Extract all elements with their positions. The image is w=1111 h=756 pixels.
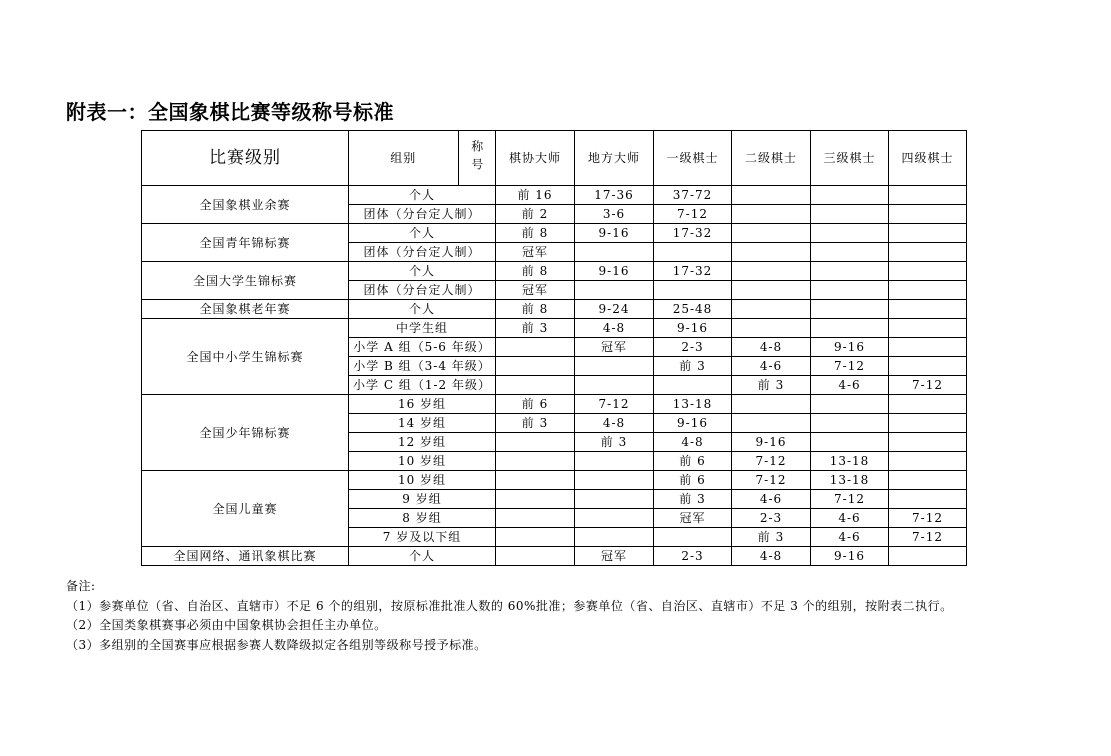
level-value-cell	[732, 300, 811, 319]
header-title-label	[458, 131, 496, 185]
table-row	[142, 262, 967, 281]
level-value-cell: 7-12	[654, 205, 732, 224]
level-value-cell: 冠军	[575, 338, 654, 357]
header-level-5: 三级棋士	[811, 131, 889, 186]
level-value-cell: 前 2	[496, 205, 575, 224]
group-cell: 个人	[349, 547, 496, 566]
level-value-cell	[889, 243, 967, 262]
note-item-3: （3）多组别的全国赛事应根据参赛人数降级拟定各组别等级称号授予标准。	[66, 637, 487, 652]
level-value-cell: 7-12	[811, 357, 889, 376]
level-value-cell	[496, 528, 575, 547]
level-value-cell: 冠军	[496, 243, 575, 262]
group-cell: 小学 B 组（3-4 年级）	[349, 357, 496, 376]
level-value-cell: 7-12	[732, 452, 811, 471]
group-cell: 个人	[349, 262, 496, 281]
category-cell: 全国象棋业余赛	[142, 186, 349, 224]
level-value-cell	[889, 433, 967, 452]
table-row	[142, 186, 967, 205]
level-value-cell	[732, 395, 811, 414]
level-value-cell	[496, 509, 575, 528]
level-value-cell: 7-12	[732, 471, 811, 490]
level-value-cell	[732, 281, 811, 300]
level-value-cell	[575, 509, 654, 528]
level-value-cell	[889, 205, 967, 224]
level-value-cell: 25-48	[654, 300, 732, 319]
level-value-cell	[575, 490, 654, 509]
level-value-cell	[811, 262, 889, 281]
level-value-cell: 7-12	[889, 376, 967, 395]
group-cell: 10 岁组	[349, 452, 496, 471]
level-value-cell: 17-32	[654, 262, 732, 281]
level-value-cell	[811, 281, 889, 300]
header-category: 比赛级别	[142, 131, 349, 186]
notes-label: 备注:	[66, 579, 96, 593]
level-value-cell: 前 8	[496, 262, 575, 281]
level-value-cell	[889, 186, 967, 205]
level-value-cell: 13-18	[811, 452, 889, 471]
level-value-cell	[889, 300, 967, 319]
level-value-cell	[575, 528, 654, 547]
header-group-label: 组别	[390, 151, 417, 165]
level-value-cell: 7-12	[889, 528, 967, 547]
level-value-cell: 4-8	[732, 547, 811, 566]
level-value-cell	[496, 452, 575, 471]
level-value-cell: 4-8	[575, 414, 654, 433]
level-value-cell: 7-12	[811, 490, 889, 509]
level-value-cell: 4-6	[732, 357, 811, 376]
category-cell: 全国少年锦标赛	[142, 395, 349, 471]
group-cell: 个人	[349, 300, 496, 319]
level-value-cell	[496, 547, 575, 566]
level-value-cell	[654, 281, 732, 300]
level-value-cell: 4-8	[654, 433, 732, 452]
level-value-cell	[889, 490, 967, 509]
level-value-cell: 7-12	[889, 509, 967, 528]
level-value-cell: 前 8	[496, 300, 575, 319]
group-cell: 10 岁组	[349, 471, 496, 490]
group-cell: 团体（分台定人制）	[349, 281, 496, 300]
note-item-1: （1）参赛单位（省、自治区、直辖市）不足 6 个的组别，按原标准批准人数的 60%批准；参赛单位（省、自治区、直辖市）不足 3 个的组别，按附表二执行。	[66, 598, 953, 613]
level-value-cell: 4-8	[732, 338, 811, 357]
level-value-cell: 9-16	[654, 414, 732, 433]
level-value-cell: 冠军	[496, 281, 575, 300]
level-value-cell: 前 6	[654, 471, 732, 490]
header-group	[349, 131, 496, 186]
level-value-cell	[889, 357, 967, 376]
table-header	[142, 131, 967, 186]
level-value-cell	[811, 243, 889, 262]
level-value-cell: 4-6	[732, 490, 811, 509]
group-cell: 团体（分台定人制）	[349, 243, 496, 262]
group-cell: 小学 C 组（1-2 年级）	[349, 376, 496, 395]
level-value-cell	[811, 186, 889, 205]
level-value-cell: 前 3	[575, 433, 654, 452]
level-value-cell	[732, 319, 811, 338]
level-value-cell: 37-72	[654, 186, 732, 205]
level-value-cell	[575, 471, 654, 490]
group-cell: 7 岁及以下组	[349, 528, 496, 547]
level-value-cell: 前 16	[496, 186, 575, 205]
level-value-cell	[889, 395, 967, 414]
level-value-cell: 冠军	[654, 509, 732, 528]
level-value-cell: 4-6	[811, 376, 889, 395]
level-value-cell	[732, 186, 811, 205]
level-value-cell: 前 3	[654, 490, 732, 509]
level-value-cell: 9-16	[575, 224, 654, 243]
level-value-cell	[732, 224, 811, 243]
table-row	[142, 224, 967, 243]
level-value-cell: 前 3	[496, 414, 575, 433]
level-value-cell: 前 6	[496, 395, 575, 414]
level-value-cell: 前 3	[732, 376, 811, 395]
table-row	[142, 471, 967, 490]
level-value-cell: 3-6	[575, 205, 654, 224]
level-value-cell: 13-18	[654, 395, 732, 414]
level-value-cell	[889, 471, 967, 490]
group-cell: 12 岁组	[349, 433, 496, 452]
level-value-cell: 9-16	[811, 547, 889, 566]
category-cell: 全国中小学生锦标赛	[142, 319, 349, 395]
level-value-cell	[732, 262, 811, 281]
level-value-cell: 9-16	[654, 319, 732, 338]
header-level-3: 一级棋士	[654, 131, 732, 186]
level-value-cell	[654, 243, 732, 262]
level-value-cell	[889, 338, 967, 357]
level-value-cell	[496, 433, 575, 452]
group-cell: 个人	[349, 224, 496, 243]
level-value-cell	[732, 205, 811, 224]
level-value-cell: 2-3	[654, 547, 732, 566]
level-value-cell	[575, 357, 654, 376]
group-cell: 小学 A 组（5-6 年级）	[349, 338, 496, 357]
header-level-1: 棋协大师	[496, 131, 575, 186]
level-value-cell: 2-3	[732, 509, 811, 528]
header-title-text: 称号	[469, 140, 484, 176]
level-value-cell	[811, 224, 889, 243]
table-row	[142, 547, 967, 566]
level-value-cell: 17-36	[575, 186, 654, 205]
level-value-cell	[889, 224, 967, 243]
level-value-cell	[496, 376, 575, 395]
level-value-cell	[811, 433, 889, 452]
group-cell: 16 岁组	[349, 395, 496, 414]
category-cell: 全国大学生锦标赛	[142, 262, 349, 300]
level-value-cell: 冠军	[575, 547, 654, 566]
level-value-cell: 7-12	[575, 395, 654, 414]
table-body	[142, 186, 967, 566]
level-value-cell: 4-6	[811, 509, 889, 528]
level-value-cell: 9-16	[732, 433, 811, 452]
table-row	[142, 300, 967, 319]
level-value-cell	[575, 281, 654, 300]
group-cell: 14 岁组	[349, 414, 496, 433]
group-cell: 9 岁组	[349, 490, 496, 509]
level-value-cell	[732, 414, 811, 433]
level-value-cell	[575, 376, 654, 395]
group-cell: 8 岁组	[349, 509, 496, 528]
category-cell: 全国青年锦标赛	[142, 224, 349, 262]
header-row	[142, 131, 967, 186]
level-value-cell	[811, 319, 889, 338]
table-row	[142, 395, 967, 414]
level-value-cell	[654, 376, 732, 395]
document-title: 附表一：全国象棋比赛等级称号标准	[66, 100, 394, 124]
level-value-cell	[496, 490, 575, 509]
level-value-cell: 9-16	[811, 338, 889, 357]
level-value-cell	[889, 547, 967, 566]
table-row	[142, 319, 967, 338]
level-value-cell: 前 3	[496, 319, 575, 338]
level-value-cell	[811, 205, 889, 224]
level-value-cell	[889, 281, 967, 300]
category-cell: 全国网络、通讯象棋比赛	[142, 547, 349, 566]
group-cell: 中学生组	[349, 319, 496, 338]
level-value-cell: 4-6	[811, 528, 889, 547]
header-level-4: 二级棋士	[732, 131, 811, 186]
level-value-cell	[575, 243, 654, 262]
level-value-cell: 2-3	[654, 338, 732, 357]
level-value-cell	[811, 395, 889, 414]
level-value-cell	[496, 471, 575, 490]
category-cell: 全国象棋老年赛	[142, 300, 349, 319]
group-cell: 团体（分台定人制）	[349, 205, 496, 224]
level-value-cell	[575, 452, 654, 471]
note-item-2: （2）全国类象棋赛事必须由中国象棋协会担任主办单位。	[66, 618, 387, 632]
level-value-cell	[889, 319, 967, 338]
level-value-cell: 前 8	[496, 224, 575, 243]
level-value-cell: 前 6	[654, 452, 732, 471]
header-level-6: 四级棋士	[889, 131, 967, 186]
level-value-cell	[811, 414, 889, 433]
level-value-cell: 9-16	[575, 262, 654, 281]
header-level-2: 地方大师	[575, 131, 654, 186]
level-value-cell	[889, 414, 967, 433]
level-value-cell	[732, 243, 811, 262]
title-standards-table	[141, 130, 967, 566]
level-value-cell: 17-32	[654, 224, 732, 243]
level-value-cell	[889, 262, 967, 281]
level-value-cell: 4-8	[575, 319, 654, 338]
level-value-cell: 前 3	[732, 528, 811, 547]
level-value-cell: 9-24	[575, 300, 654, 319]
level-value-cell: 前 3	[654, 357, 732, 376]
notes-section	[66, 577, 953, 655]
level-value-cell	[496, 357, 575, 376]
level-value-cell	[654, 528, 732, 547]
level-value-cell	[811, 300, 889, 319]
level-value-cell: 13-18	[811, 471, 889, 490]
group-cell: 个人	[349, 186, 496, 205]
level-value-cell	[496, 338, 575, 357]
level-value-cell	[889, 452, 967, 471]
category-cell: 全国儿童赛	[142, 471, 349, 547]
